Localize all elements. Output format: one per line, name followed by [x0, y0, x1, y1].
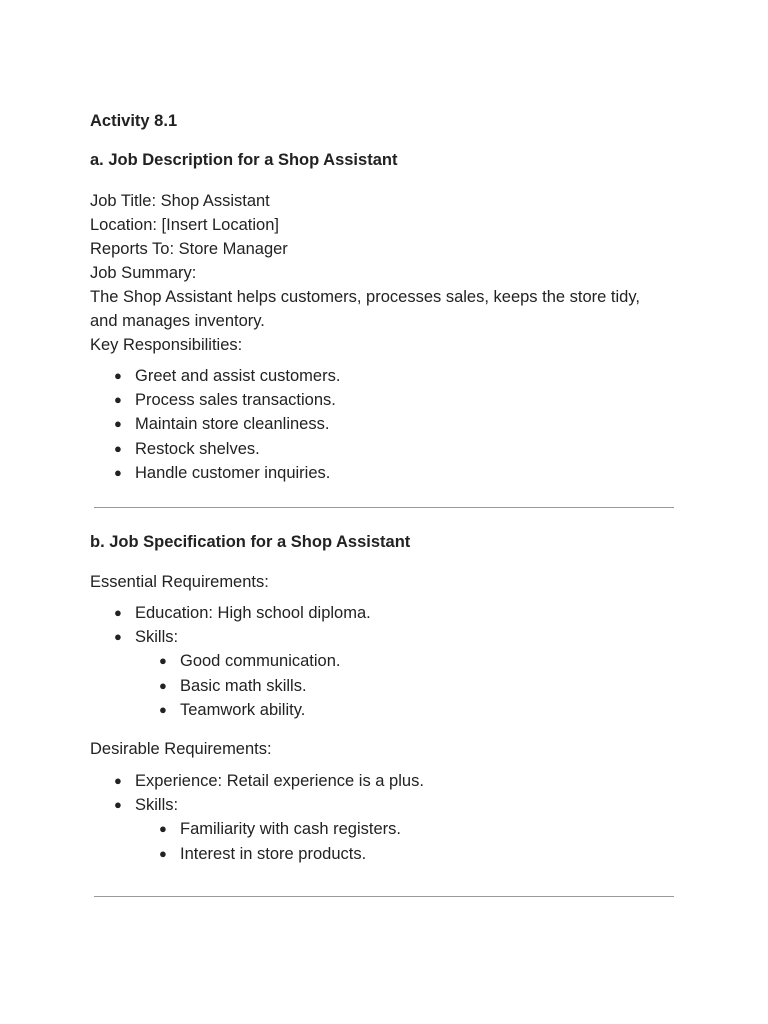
- essential-requirements-label: Essential Requirements:: [90, 573, 269, 591]
- key-responsibilities-label: Key Responsibilities:: [90, 336, 243, 354]
- bullet-icon: ●: [159, 845, 167, 861]
- list-item: [90, 437, 340, 461]
- bullet-icon: ●: [114, 629, 122, 645]
- job-summary-text-line-1: The Shop Assistant helps customers, processes sales, keeps the store tidy,: [90, 288, 640, 306]
- bullet-icon: ●: [114, 605, 122, 620]
- list-item: [90, 601, 371, 625]
- list-item: [135, 649, 371, 673]
- location-line: Location: [Insert Location]: [90, 216, 279, 234]
- essential-skills-list: [135, 649, 371, 722]
- list-item: [90, 412, 340, 436]
- list-item: [135, 674, 371, 698]
- list-item-text: Good communication.: [180, 652, 341, 671]
- list-item-text: Basic math skills.: [180, 676, 307, 695]
- essential-requirements-list: [90, 601, 371, 722]
- desirable-requirements-label: Desirable Requirements:: [90, 740, 272, 758]
- bullet-icon: ●: [159, 653, 167, 669]
- bullet-icon: ●: [159, 821, 167, 837]
- list-item: [90, 461, 340, 485]
- job-summary-text-line-2: and manages inventory.: [90, 312, 265, 330]
- list-item-text: Handle customer inquiries.: [135, 463, 331, 482]
- job-summary-label: Job Summary:: [90, 264, 197, 282]
- list-item-text: Teamwork ability.: [180, 700, 306, 719]
- list-item-text: Education: High school diploma.: [135, 604, 371, 622]
- bullet-icon: ●: [114, 368, 122, 383]
- bullet-icon: ●: [114, 416, 122, 432]
- list-item-text: Familiarity with cash registers.: [180, 820, 401, 839]
- bullet-icon: ●: [114, 773, 122, 788]
- job-title-line: Job Title: Shop Assistant: [90, 192, 270, 210]
- list-item-text: Maintain store cleanliness.: [135, 415, 330, 434]
- list-item: [135, 842, 424, 866]
- list-item: [90, 769, 424, 793]
- list-item-text: Interest in store products.: [180, 844, 367, 863]
- bullet-icon: ●: [159, 677, 167, 693]
- desirable-skills-list: [135, 817, 424, 865]
- job-specification-heading: b. Job Specification for a Shop Assistant: [90, 533, 411, 551]
- list-item-text: Skills:: [135, 796, 179, 815]
- reports-to-line: Reports To: Store Manager: [90, 240, 288, 258]
- list-item: [90, 388, 340, 412]
- job-description-heading: a. Job Description for a Shop Assistant: [90, 151, 398, 169]
- list-item-text: Greet and assist customers.: [135, 367, 341, 385]
- bullet-icon: ●: [114, 797, 122, 813]
- list-item: [135, 817, 424, 841]
- list-item-text: Restock shelves.: [135, 439, 260, 458]
- bullet-icon: ●: [159, 701, 167, 717]
- job-description-fields: [90, 189, 690, 357]
- list-item-text: Experience: Retail experience is a plus.: [135, 772, 424, 790]
- section-divider: [94, 507, 674, 508]
- desirable-requirements-list: [90, 769, 424, 866]
- list-item: [90, 625, 371, 722]
- bullet-icon: ●: [114, 464, 122, 480]
- list-item: [135, 698, 371, 722]
- bullet-icon: ●: [114, 392, 122, 408]
- responsibilities-list: [90, 364, 340, 485]
- list-item-text: Process sales transactions.: [135, 391, 336, 410]
- list-item-text: Skills:: [135, 628, 179, 647]
- section-divider: [94, 896, 674, 897]
- bullet-icon: ●: [114, 440, 122, 456]
- list-item: [90, 364, 340, 388]
- activity-title: Activity 8.1: [90, 112, 178, 130]
- list-item: [90, 793, 424, 866]
